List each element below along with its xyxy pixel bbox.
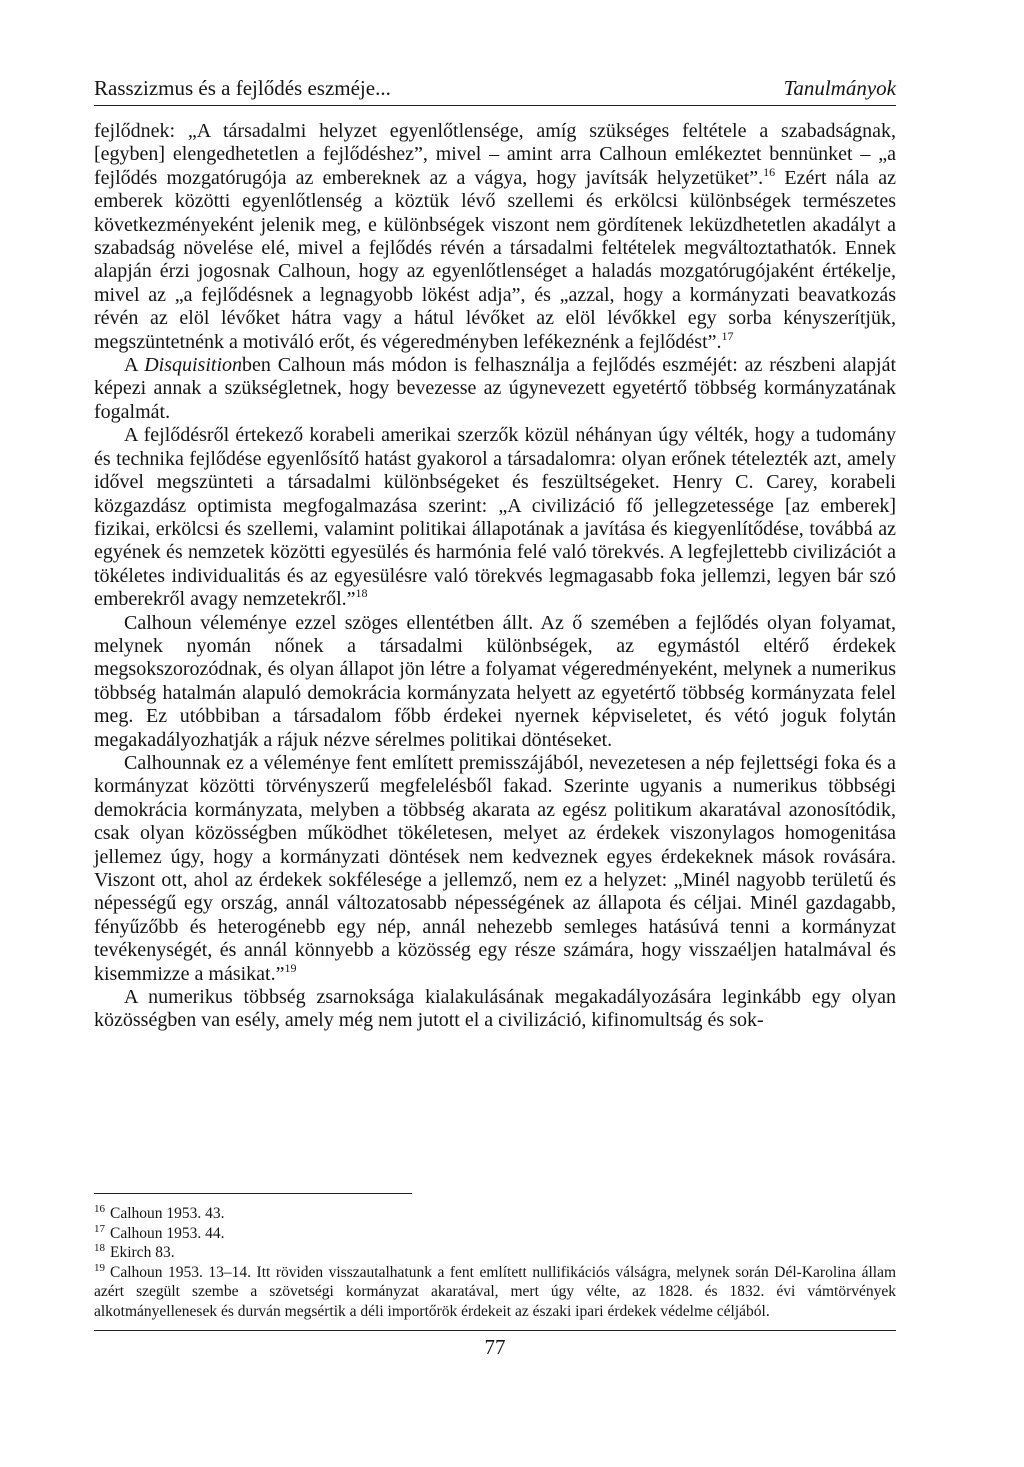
text-run: fejlődnek: „A társadalmi helyzet egyenlőtlensége, amíg szükséges feltétele a szabadságnak, [egyben] elengedhetetlen a fejlődéshez”, mivel – amint arra Calhoun emlékeztet bennünket – „a fejlődés mozgatórugója az embereknek az a vágya, hogy javítsák helyzetüket”. — [94, 120, 896, 189]
text-run: A numerikus többség zsarnoksága kialakulásának megakadályozására leginkább egy olyan közösségben van esély, amely még nem jutott el a civilizáció, kifinomultság és sok- — [94, 986, 896, 1032]
text-run: Calhounnak ez a véleménye fent említett premisszájából, nevezetesen a nép fejlettségi foka és a kormányzat közötti törvényszerű megfelelésből fakad. Szerinte ugyanis a numerikus többségi demokrácia kormányzata, melyben a többség akarata az egész politikum akaratával azonosítódik, csak olyan közösségben működhet tökéletesen, melyet az érdekek viszonylagos homogenitása jellemez úgy, hogy a kormányzati döntések nem kedveznek egyes érdekeknek mások rovására. Viszont ott, ahol az érdekek sokfélesége a jellemző, nem ez a helyzet: „Minél nagyobb területű és népességű egy ország, annál változatosabb népességének az állapota és céljai. Minél gazdagabb, fényűzőbb és heterogénebb egy nép, annál nehezebb semleges hatásúvá tenni a kormányzat tevékenységét, és annál könnyebb a közösség egy része számára, hogy visszaéljen hatalmával és kisemmizze a másikat.” — [94, 751, 896, 985]
footnote-mark: 16 — [94, 1203, 105, 1215]
text-run: A — [124, 354, 145, 377]
text-run: Calhoun véleménye ezzel szöges ellentétben állt. Az ő szemében a fejlődés olyan folyamat, melynek nyomán nőnek a társadalmi különbségek, az egymástól eltérő érdekek megsokszorozódnak, és olyan állapot jön létre a folyamat végeredményeként, melynek a numerikus többség hatalmán alapuló demokrácia kormányzata helyett az egyetértő többség kormányzata felel meg. Ez utóbbiban a társadalom főbb érdekei nyernek képviseletet, és vétó joguk folytán megakadályozhatják a rájuk nézve sérelmes politikai döntéseket. — [94, 611, 896, 751]
footnote-text: Calhoun 1953. 43. — [110, 1205, 225, 1222]
footnote — [94, 1204, 896, 1224]
footnote-text: Calhoun 1953. 44. — [110, 1224, 225, 1242]
footnote-ref: 19 — [284, 960, 297, 975]
italic-text: Disquisition — [144, 354, 242, 377]
header-title: Rasszizmus és a fejlődés eszméje... — [94, 76, 391, 100]
footnote-mark: 17 — [94, 1222, 105, 1235]
footnote-mark: 19 — [94, 1261, 105, 1274]
text-run: ben Calhoun más módon is felhasználja a fejlődés eszméjét: az részbeni alapját képezi annak a szükségletnek, hogy bevezesse az úgynevezett egyetértő többség kormányzatának fogalmát. — [94, 354, 897, 423]
footnote — [94, 1224, 896, 1244]
footnote-ref: 16 — [763, 164, 776, 179]
page-number: 77 — [484, 1335, 506, 1359]
paragraph — [94, 612, 896, 752]
bottom-rule — [94, 1330, 896, 1331]
paragraph — [94, 120, 896, 354]
footnote-separator — [94, 1193, 412, 1194]
paragraph — [94, 424, 896, 611]
text-run: A fejlődésről értekező korabeli amerikai szerzők közül néhányan úgy vélték, hogy a tudomány és technika fejlődése egyenlősítő hatást gyakorol a társadalomra: olyan erőnek tételezték azt, amely idővel megszünteti a társadalmi különbségeket és feszültségeket. Henry C. Carey, korabeli közgazdász optimista megfogalmazása szerint: „A civilizáció fő jellegzetessége [az emberek] fizikai, erkölcsi és szellemi, valamint politikai állapotának a javítása és kiegyenlítődése, továbbá az egyének és nemzetek közötti egyesülés és harmónia felé való törekvés. A legfejlettebb civilizációt a tökéletes individualitás és az egyesülésre való törekvés legmagasabb foka jellemzi, legyen bár szó emberekről avagy nemzetekről.” — [94, 424, 896, 611]
page — [94, 76, 896, 1033]
body-text — [94, 120, 896, 1033]
paragraph — [94, 986, 896, 1033]
running-header — [94, 76, 896, 106]
footnote — [94, 1243, 896, 1263]
text-run: Ezért nála az emberek közötti egyenlőtlenség a köztük lévő szellemi és erkölcsi különbségek természetes következményeként jelenik meg, e különbségek viszont nem gördítenek leküzdhetetlen akadályt a szabadság növelése elé, mivel a fejlődés révén a társadalmi feltételek megváltoztathatók. Ennek alapján érzi jogosnak Calhoun, hogy az egyenlőtlenséget a haladás mozgatórugójaként értékelje, mivel az „a fejlődésnek a legnagyobb lökést adja”, és „azzal, hogy a kormányzati beavatkozás révén az elöl lévőket hátra vagy a hátul lévőket az elöl lévőkkel egy sorba kényszerítjük, megszüntetnénk a motiváló erőt, és végeredményben lefékeznénk a fejlődést”. — [94, 166, 896, 353]
paragraph — [94, 752, 896, 986]
footnote-text: Ekirch 83. — [110, 1244, 175, 1261]
footnote — [94, 1263, 896, 1322]
footnote-mark: 18 — [94, 1242, 105, 1254]
footnote-ref: 18 — [355, 586, 368, 601]
footnote-ref: 17 — [721, 328, 734, 343]
paragraph — [94, 354, 896, 424]
footnotes — [94, 1204, 896, 1321]
footnote-text: Calhoun 1953. 13–14. Itt röviden visszautalhatunk a fent említett nullifikációs válságra, melynek során Dél-Karolina állam azért szegült szembe a szövetségi kormányzat akaratával, mert úgy vélte, az 1828. és 1832. évi vámtörvények alkotmányellenesek és durván megsértik a déli importőrök érdekeit az északi ipari érdekek védelme céljából. — [94, 1263, 896, 1320]
footer — [94, 1193, 896, 1360]
header-section: Tanulmányok — [783, 76, 896, 100]
